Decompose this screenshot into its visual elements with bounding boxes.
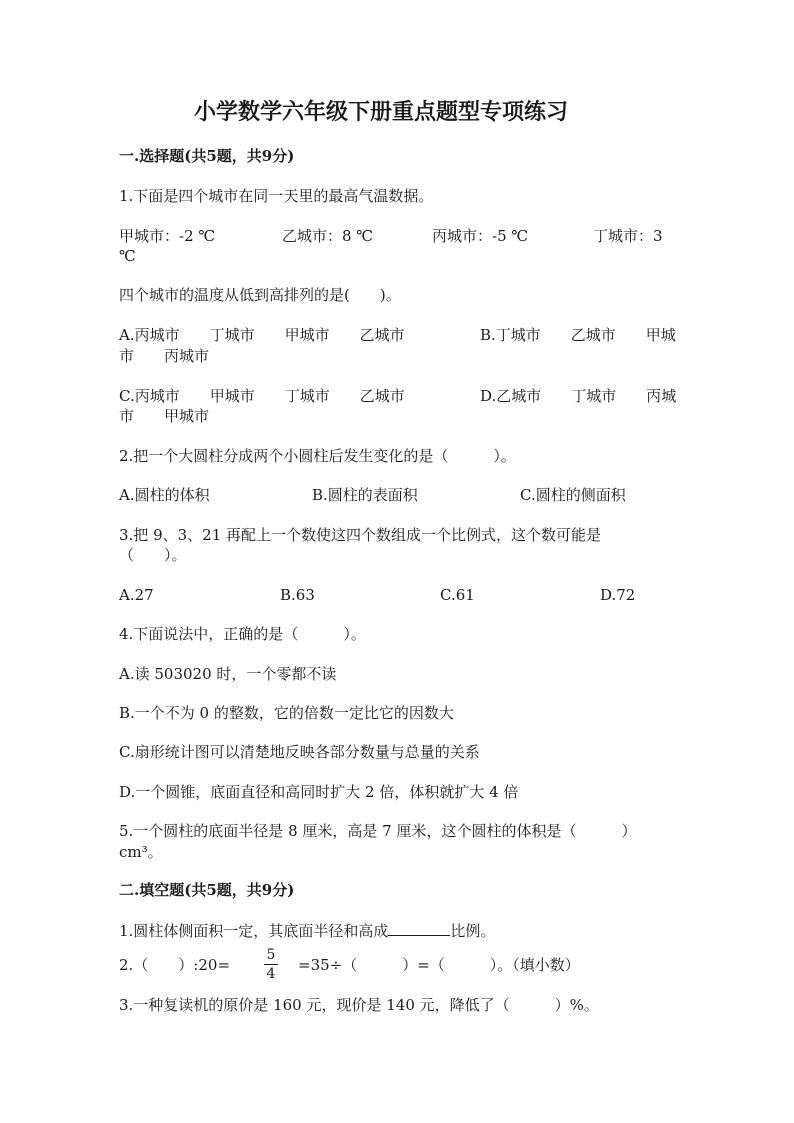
fill-q2-after: =35÷（ ）=（ ）。（填小数） xyxy=(298,956,580,974)
question-1-stem: 1.下面是四个城市在同一天里的最高气温数据。 xyxy=(119,187,434,205)
q2-option-a: A.圆柱的体积 xyxy=(119,486,210,504)
q4-option-c: C.扇形统计图可以清楚地反映各部分数量与总量的关系 xyxy=(119,743,480,761)
section-heading-choice: 一.选择题(共5题，共9分) xyxy=(119,147,295,165)
question-1-ask: 四个城市的温度从低到高排列的是( )。 xyxy=(119,286,401,304)
fraction-bar xyxy=(264,964,278,965)
fill-q1-after: 比例。 xyxy=(450,922,496,940)
q1-option-d-line2: 市 甲城市 xyxy=(119,407,210,425)
q3-option-c: C.61 xyxy=(440,586,475,604)
city-d-temp: 丁城市：3 xyxy=(593,227,663,245)
question-5-stem-line2: cm³。 xyxy=(119,843,163,861)
fill-q2-before: 2.（ ）:20= xyxy=(119,956,231,974)
city-c-temp: 丙城市：-5 ℃ xyxy=(432,227,529,245)
q2-option-c: C.圆柱的侧面积 xyxy=(520,486,626,504)
fill-question-1 xyxy=(119,921,495,941)
answer-blank[interactable] xyxy=(388,921,450,936)
q2-option-b: B.圆柱的表面积 xyxy=(312,486,418,504)
q4-option-a: A.读 503020 时，一个零都不读 xyxy=(119,665,337,683)
city-d-unit: ℃ xyxy=(119,247,136,265)
city-a-temp: 甲城市：-2 ℃ xyxy=(119,227,216,245)
fill-question-3: 3.一种复读机的原价是 160 元，现价是 140 元，降低了（ ）%。 xyxy=(119,996,599,1014)
question-3-stem-line1: 3.把 9、3、21 再配上一个数使这四个数组成一个比例式，这个数可能是 xyxy=(119,526,602,544)
q1-option-a: A.丙城市 丁城市 甲城市 乙城市 xyxy=(119,326,405,344)
city-b-temp: 乙城市：8 ℃ xyxy=(282,227,374,245)
q1-option-b-line1: B.丁城市 乙城市 甲城 xyxy=(480,326,676,344)
question-2-stem: 2.把一个大圆柱分成两个小圆柱后发生变化的是（ ）。 xyxy=(119,447,516,465)
q1-option-d-line1: D.乙城市 丁城市 丙城 xyxy=(480,387,677,405)
q3-option-a: A.27 xyxy=(119,586,154,604)
q1-option-b-line2: 市 丙城市 xyxy=(119,347,210,365)
section-heading-fill: 二.填空题(共5题，共9分) xyxy=(119,881,295,899)
fraction xyxy=(264,947,278,982)
q4-option-b: B.一个不为 0 的整数，它的倍数一定比它的因数大 xyxy=(119,704,454,722)
q1-option-c: C.丙城市 甲城市 丁城市 乙城市 xyxy=(119,387,405,405)
question-3-stem-line2: （ ）。 xyxy=(119,546,187,564)
fill-q1-before: 1.圆柱体侧面积一定，其底面半径和高成 xyxy=(119,922,389,940)
question-4-stem: 4.下面说法中，正确的是（ ）。 xyxy=(119,625,366,643)
question-5-stem-line1: 5.一个圆柱的底面半径是 8 厘米，高是 7 厘米，这个圆柱的体积是（ ） xyxy=(119,822,637,840)
q3-option-d: D.72 xyxy=(600,586,636,604)
q3-option-b: B.63 xyxy=(280,586,315,604)
fraction-numerator: 5 xyxy=(266,947,276,963)
page-title: 小学数学六年级下册重点题型专项练习 xyxy=(194,99,569,125)
fraction-denominator: 4 xyxy=(266,966,276,982)
q4-option-d: D.一个圆锥，底面直径和高同时扩大 2 倍，体积就扩大 4 倍 xyxy=(119,783,519,801)
